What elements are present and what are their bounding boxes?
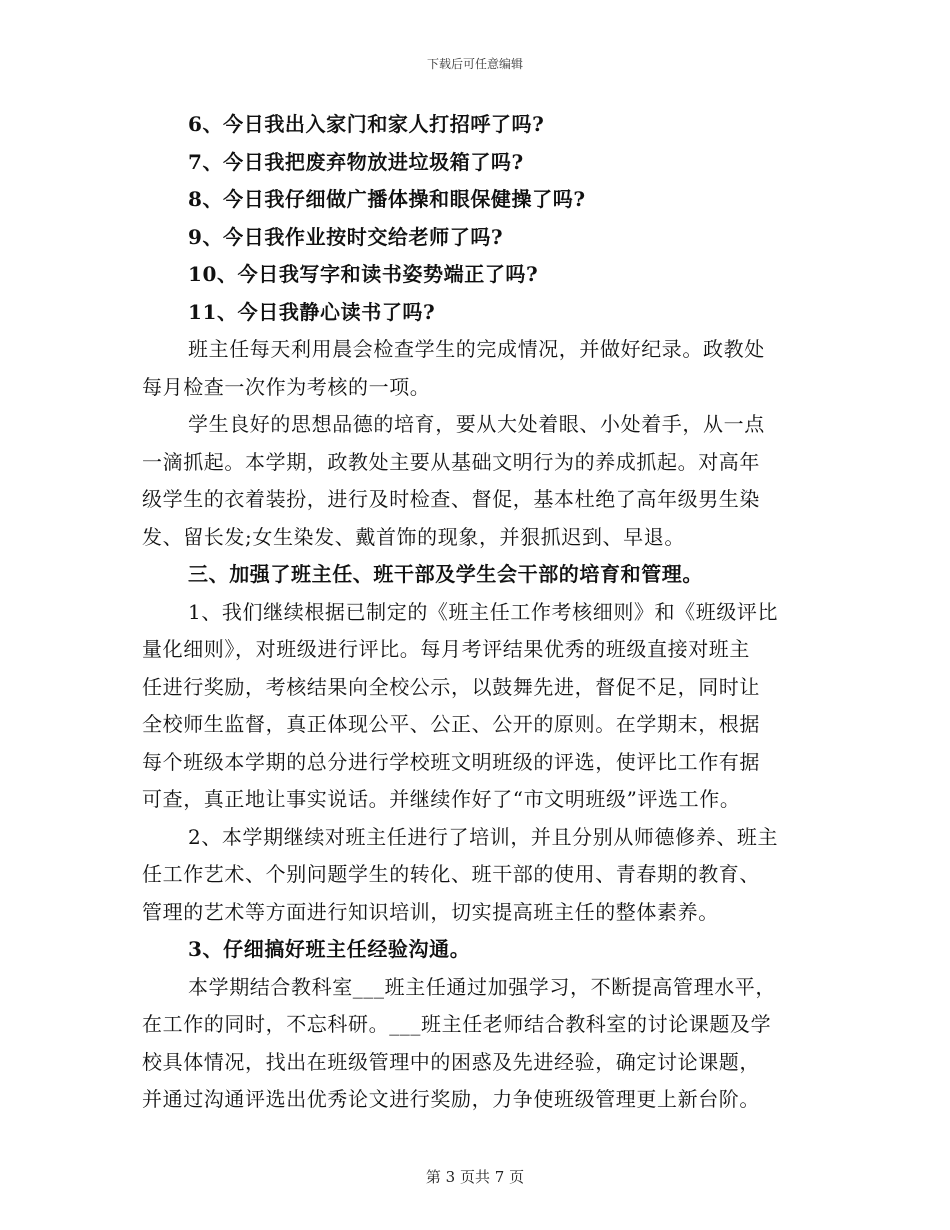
checklist-item-11: 11、今日我静心读书了吗? (188, 299, 436, 324)
checklist-item-10: 10、今日我写字和读书姿势端正了吗? (188, 262, 539, 286)
paragraph-line: 全校师生监督，真正体现公平、公正、公开的原则。在学期末，根据 (142, 712, 760, 736)
paragraph-line: 每个班级本学期的总分进行学校班文明班级的评选，使评比工作有据 (142, 749, 760, 774)
paragraph-line: 级学生的衣着装扮，进行及时检查、督促，基本杜绝了高年级男生染 (142, 487, 760, 511)
paragraph-line: 任进行奖励，考核结果向全校公示，以鼓舞先进，督促不足，同时让 (142, 674, 760, 699)
paragraph-line: 管理的艺术等方面进行知识培训，切实提高班主任的整体素养。 (142, 899, 719, 924)
subsection-heading: 3、仔细搞好班主任经验沟通。 (188, 937, 471, 961)
paragraph-line: 发、留长发;女生染发、戴首饰的现象，并狠抓迟到、早退。 (142, 524, 685, 549)
paragraph-line: 量化细则》，对班级进行评比。每月考评结果优秀的班级直接对班主 (142, 637, 750, 661)
paragraph-line: 在工作的同时，不忘科研。___班主任老师结合教科室的讨论课题及学 (142, 1012, 772, 1036)
page-footer: 第 3 页共 7 页 (425, 1168, 525, 1186)
paragraph-line: 任工作艺术、个别问题学生的转化、班干部的使用、青春期的教育、 (142, 862, 760, 886)
paragraph-line: 可查，真正地让事实说话。并继续作好了“市文明班级”评选工作。 (142, 787, 741, 811)
paragraph-line: 2、本学期继续对班主任进行了培训，并且分别从师德修养、班主 (188, 824, 779, 849)
checklist-item-7: 7、今日我把废弃物放进垃圾箱了吗? (188, 149, 524, 174)
paragraph-line: 本学期结合教科室___班主任通过加强学习，不断提高管理水平， (188, 974, 776, 999)
paragraph-line: 一滴抓起。本学期，政教处主要从基础文明行为的养成抓起。对高年 (142, 449, 760, 474)
checklist-item-6: 6、今日我出入家门和家人打招呼了吗? (188, 112, 545, 136)
checklist-item-8: 8、今日我仔细做广播体操和眼保健操了吗? (188, 187, 586, 211)
checklist-item-9: 9、今日我作业按时交给老师了吗? (188, 224, 504, 249)
section-heading: 三、加强了班主任、班干部及学生会干部的培育和管理。 (188, 562, 703, 586)
paragraph-line: 学生良好的思想品德的培育，要从大处着眼、小处着手，从一点 (188, 412, 765, 436)
paragraph-line: 1、我们继续根据已制定的《班主任工作考核细则》和《班级评比 (188, 599, 779, 624)
paragraph-line: 班主任每天利用晨会检查学生的完成情况，并做好纪录。政教处 (188, 337, 765, 361)
page-header: 下载后可任意编辑 (426, 57, 523, 71)
paragraph-line: 每月检查一次作为考核的一项。 (142, 374, 431, 399)
paragraph-line: 并通过沟通评选出优秀论文进行奖励，力争使班级管理更上新台阶。 (142, 1087, 760, 1111)
paragraph-line: 校具体情况，找出在班级管理中的困惑及先进经验，确定讨论课题， (142, 1049, 760, 1074)
body-text (142, 106, 810, 1119)
